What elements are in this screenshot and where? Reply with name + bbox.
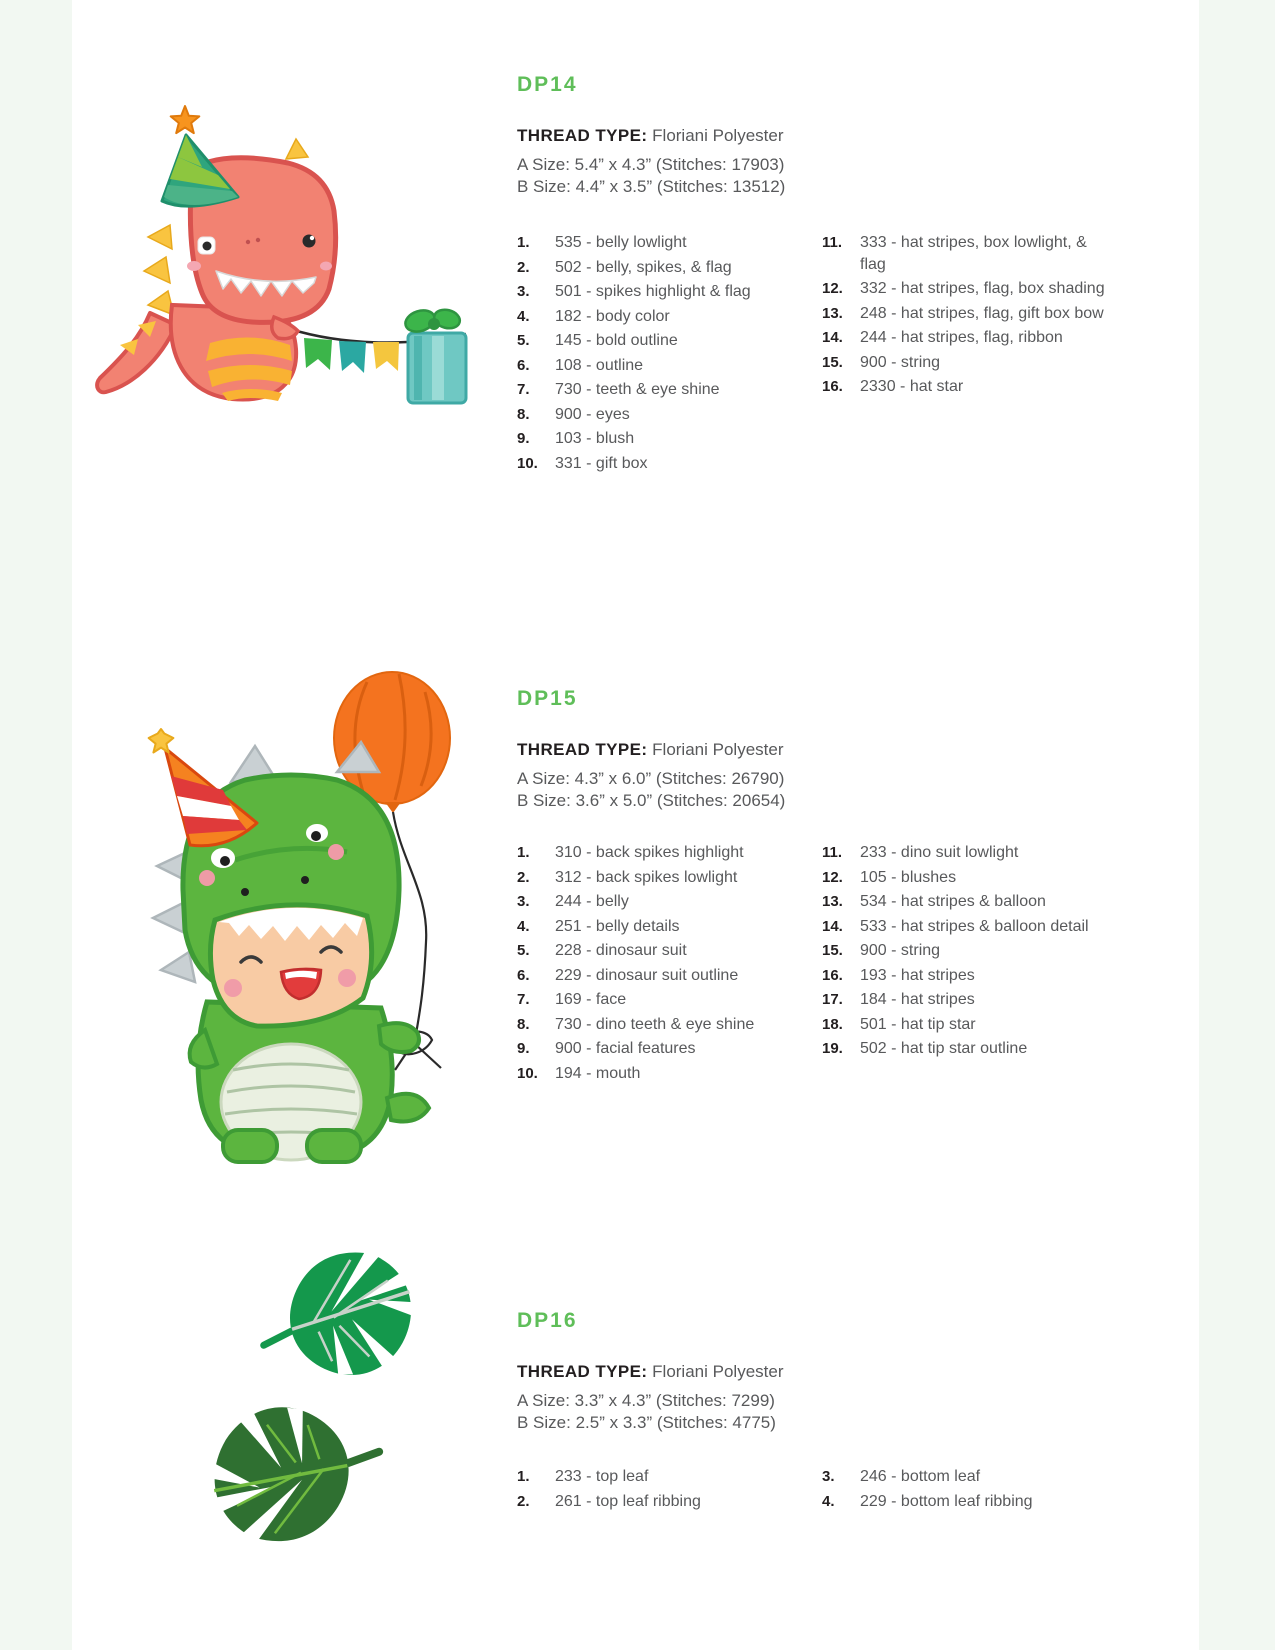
thread-list-item <box>517 281 822 303</box>
thread-item-text: 229 - bottom leaf ribbing <box>860 1492 1033 1510</box>
thread-item-number: 12. <box>822 280 843 297</box>
thread-list-item <box>517 355 822 377</box>
thread-list-item <box>822 278 1108 300</box>
thread-item-text: 501 - spikes highlight & flag <box>555 283 751 300</box>
thread-item-number: 5. <box>517 942 530 959</box>
thread-item-text: 533 - hat stripes & balloon detail <box>860 917 1089 935</box>
thread-item-number: 13. <box>822 893 843 910</box>
thread-item-number: 7. <box>517 991 530 1008</box>
thread-list-item <box>822 352 1108 374</box>
thread-color-list <box>517 1466 1157 1515</box>
thread-item-text: 244 - belly <box>555 893 629 910</box>
thread-item-number: 3. <box>822 1468 835 1485</box>
thread-item-text: 228 - dinosaur suit <box>555 942 687 959</box>
thread-item-text: 502 - belly, spikes, & flag <box>555 258 732 276</box>
design-section-dp15 <box>517 686 1157 1087</box>
thread-list-item <box>822 867 1089 889</box>
thread-item-text: 900 - string <box>860 353 941 371</box>
thread-list-item <box>822 989 1089 1011</box>
thread-item-text: 730 - dino teeth & eye shine <box>555 1015 755 1033</box>
thread-item-number: 14. <box>822 329 843 346</box>
thread-item-number: 6. <box>517 356 530 374</box>
thread-item-text: 312 - back spikes lowlight <box>555 868 738 886</box>
thread-list-item <box>822 1038 1089 1060</box>
design-code-heading: DP16 <box>517 1309 578 1332</box>
thread-item-text: 229 - dinosaur suit outline <box>555 966 739 984</box>
thread-list-item <box>517 916 822 938</box>
thread-list-item <box>822 965 1089 987</box>
thread-list-item <box>517 989 822 1011</box>
thread-item-text: 2330 - hat star <box>860 378 964 395</box>
design-section-dp16 <box>517 1308 1157 1515</box>
thread-item-number: 3. <box>517 893 530 910</box>
size-info <box>517 768 1157 812</box>
right-margin-strip <box>1199 0 1275 1650</box>
thread-item-text: 194 - mouth <box>555 1064 641 1082</box>
thread-item-number: 13. <box>822 304 843 322</box>
thread-item-number: 2. <box>517 1492 530 1510</box>
thread-list-column-2 <box>822 1466 1033 1515</box>
thread-item-text: 900 - string <box>860 942 941 959</box>
thread-type-line <box>517 738 1157 762</box>
thread-item-number: 5. <box>517 332 530 349</box>
party-dinosaur-with-gift-illustration <box>90 93 470 411</box>
left-margin-strip <box>0 0 72 1650</box>
thread-list-item <box>517 1491 822 1513</box>
thread-item-number: 8. <box>517 1015 530 1033</box>
thread-item-text: 730 - teeth & eye shine <box>555 381 720 398</box>
thread-item-number: 9. <box>517 430 530 447</box>
thread-list-item <box>822 303 1108 325</box>
thread-color-list <box>517 232 1157 477</box>
thread-item-number: 11. <box>822 234 843 251</box>
size-info <box>517 1390 1157 1434</box>
thread-item-number: 6. <box>517 966 530 984</box>
design-section-dp14 <box>517 72 1157 477</box>
thread-item-number: 12. <box>822 868 843 886</box>
thread-list-column-1 <box>517 1466 822 1515</box>
thread-list-item <box>822 916 1089 938</box>
design-code-heading: DP14 <box>517 73 578 96</box>
thread-item-text: 233 - dino suit lowlight <box>860 844 1019 861</box>
thread-list-item <box>517 379 822 401</box>
thread-item-text: 145 - bold outline <box>555 332 678 349</box>
thread-type-value: Floriani Polyester <box>652 1362 784 1381</box>
thread-item-number: 7. <box>517 381 530 398</box>
thread-item-number: 11. <box>822 844 843 861</box>
thread-item-number: 4. <box>517 307 530 325</box>
thread-list-item <box>517 1038 822 1060</box>
thread-item-text: 246 - bottom leaf <box>860 1468 981 1485</box>
thread-list-item <box>822 327 1108 349</box>
kid-in-dino-costume-with-balloon-illustration <box>95 630 470 1165</box>
thread-item-number: 8. <box>517 405 530 423</box>
thread-item-number: 1. <box>517 844 530 861</box>
thread-item-number: 15. <box>822 353 843 371</box>
size-a: A Size: 3.3” x 4.3” (Stitches: 7299) <box>517 1391 775 1410</box>
thread-list-item <box>517 867 822 889</box>
thread-item-number: 4. <box>517 917 530 935</box>
thread-item-text: 535 - belly lowlight <box>555 234 687 251</box>
thread-list-item <box>822 1014 1089 1036</box>
thread-item-text: 184 - hat stripes <box>860 991 975 1008</box>
thread-list-item <box>517 404 822 426</box>
thread-item-text: 261 - top leaf ribbing <box>555 1492 701 1510</box>
monstera-leaves-illustration <box>180 1245 430 1550</box>
thread-item-number: 2. <box>517 868 530 886</box>
thread-list-column-1 <box>517 232 822 477</box>
thread-item-number: 16. <box>822 966 843 984</box>
thread-list-item <box>822 940 1089 962</box>
thread-item-text: 900 - facial features <box>555 1040 696 1057</box>
thread-item-text: 502 - hat tip star outline <box>860 1040 1028 1057</box>
thread-item-text: 310 - back spikes highlight <box>555 844 744 861</box>
thread-item-text: 332 - hat stripes, flag, box shading <box>860 280 1105 297</box>
top-leaf-illustration <box>262 1245 430 1392</box>
thread-item-text: 108 - outline <box>555 356 644 374</box>
size-a: A Size: 5.4” x 4.3” (Stitches: 17903) <box>517 155 785 174</box>
thread-item-text: 900 - eyes <box>555 405 630 423</box>
size-b: B Size: 4.4” x 3.5” (Stitches: 13512) <box>517 177 786 196</box>
thread-item-text: 244 - hat stripes, flag, ribbon <box>860 329 1063 346</box>
thread-list-column-1 <box>517 842 822 1087</box>
thread-list-item <box>822 842 1089 864</box>
thread-type-line <box>517 1360 1157 1384</box>
thread-color-list <box>517 842 1157 1087</box>
thread-item-number: 15. <box>822 942 843 959</box>
thread-item-text: 103 - blush <box>555 430 635 447</box>
thread-list-item <box>517 842 822 864</box>
thread-list-item <box>517 232 822 254</box>
thread-item-text: 251 - belly details <box>555 917 680 935</box>
thread-list-item <box>822 1491 1033 1513</box>
thread-item-number: 18. <box>822 1015 843 1033</box>
design-code-heading: DP15 <box>517 687 578 710</box>
thread-item-number: 1. <box>517 1468 530 1485</box>
thread-list-item <box>517 965 822 987</box>
thread-list-item <box>517 940 822 962</box>
thread-item-number: 10. <box>517 1064 538 1082</box>
thread-list-item <box>517 1466 822 1488</box>
thread-list-item <box>517 1063 822 1085</box>
size-b: B Size: 2.5” x 3.3” (Stitches: 4775) <box>517 1413 776 1432</box>
thread-item-text: 534 - hat stripes & balloon <box>860 893 1046 910</box>
thread-list-item <box>517 306 822 328</box>
thread-list-column-2 <box>822 232 1108 401</box>
thread-item-number: 14. <box>822 917 843 935</box>
thread-list-item <box>822 376 1108 398</box>
thread-item-text: 501 - hat tip star <box>860 1015 976 1033</box>
thread-type-label: THREAD TYPE: <box>517 1362 648 1381</box>
bottom-leaf-illustration <box>188 1384 382 1550</box>
size-b: B Size: 3.6” x 5.0” (Stitches: 20654) <box>517 791 786 810</box>
thread-item-number: 19. <box>822 1040 843 1057</box>
thread-list-item <box>517 330 822 352</box>
thread-item-text: 331 - gift box <box>555 454 648 472</box>
thread-list-item <box>822 891 1089 913</box>
thread-item-number: 2. <box>517 258 530 276</box>
thread-item-text: 248 - hat stripes, flag, gift box bow <box>860 304 1104 322</box>
thread-type-label: THREAD TYPE: <box>517 126 648 145</box>
thread-type-value: Floriani Polyester <box>652 740 784 759</box>
thread-list-item <box>517 1014 822 1036</box>
thread-list-item <box>822 1466 1033 1488</box>
thread-item-text: 105 - blushes <box>860 868 957 886</box>
thread-item-text: 182 - body color <box>555 307 670 325</box>
thread-list-item <box>822 232 1108 275</box>
thread-item-number: 4. <box>822 1492 835 1510</box>
thread-item-number: 3. <box>517 283 530 300</box>
thread-item-number: 1. <box>517 234 530 251</box>
thread-type-label: THREAD TYPE: <box>517 740 648 759</box>
thread-item-text: 333 - hat stripes, box lowlight, & flag <box>860 234 1087 273</box>
thread-item-number: 10. <box>517 454 538 472</box>
thread-type-value: Floriani Polyester <box>652 126 784 145</box>
thread-item-number: 9. <box>517 1040 530 1057</box>
thread-list-item <box>517 257 822 279</box>
size-info <box>517 154 1157 198</box>
thread-type-line <box>517 124 1157 148</box>
size-a: A Size: 4.3” x 6.0” (Stitches: 26790) <box>517 769 785 788</box>
thread-item-text: 233 - top leaf <box>555 1468 649 1485</box>
thread-list-column-2 <box>822 842 1089 1063</box>
thread-item-text: 169 - face <box>555 991 627 1008</box>
thread-item-number: 16. <box>822 378 843 395</box>
thread-list-item <box>517 428 822 450</box>
thread-list-item <box>517 453 822 475</box>
thread-item-text: 193 - hat stripes <box>860 966 975 984</box>
thread-item-number: 17. <box>822 991 843 1008</box>
thread-list-item <box>517 891 822 913</box>
